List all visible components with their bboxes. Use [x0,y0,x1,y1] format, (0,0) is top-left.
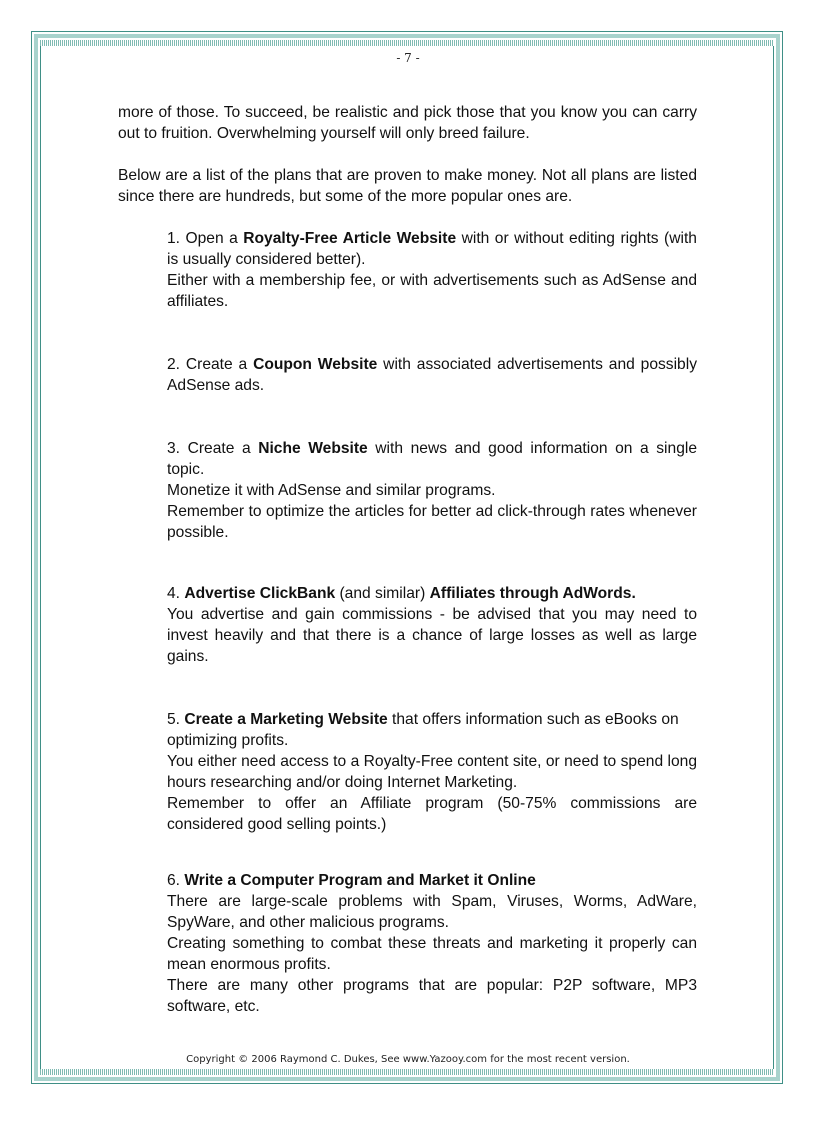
item-line: Monetize it with AdSense and similar programs. [167,482,496,499]
page-border-bottom-rule [40,1069,774,1075]
copyright-footer: Copyright © 2006 Raymond C. Dukes, See www.Yazooy.com for the most recent version. [186,1054,630,1065]
item-heading-bold: Royalty-Free Article Website [243,230,457,247]
item-line: Either with a membership fee, or with advertisements such as AdSense and affiliates. [167,272,697,310]
item-heading: 2. Create a Coupon Website with associated advertisements and possibly AdSense ads. [167,356,697,394]
item-heading-bold: Affiliates through AdWords. [429,585,636,602]
item-heading: 6. Write a Computer Program and Market it Online [167,872,536,889]
item-line: You either need access to a Royalty-Free content site, or need to spend long hours researching and/or doing Internet Marketing. [167,753,697,791]
item-line: There are large-scale problems with Spam, Viruses, Worms, AdWare, SpyWare, and other malicious programs. [167,893,697,931]
list-item [167,709,697,835]
intro-paragraph-1: more of those. To succeed, be realistic and pick those that you know you can carry out to fruition. Overwhelming yourself will only breed failure. [118,104,697,142]
item-line: Creating something to combat these threats and marketing it properly can mean enormous profits. [167,935,697,973]
list-item [167,354,697,396]
page-border-top-rule [40,40,774,46]
item-heading-bold: Advertise ClickBank [184,585,336,602]
page-number: - 7 - [396,51,420,65]
item-heading: 4. Advertise ClickBank (and similar) Affiliates through AdWords. [167,585,636,602]
plan-list [167,228,697,1017]
item-heading-bold: Niche Website [258,440,368,457]
item-line: You advertise and gain commissions - be advised that you may need to invest heavily and that there is a chance of large losses as well as large gains. [167,606,697,665]
item-heading-bold: Create a Marketing Website [184,711,388,728]
page-content [118,102,697,1017]
item-heading: 1. Open a Royalty-Free Article Website with or without editing rights (with is usually considered better). [167,230,697,268]
list-item [167,438,697,543]
item-heading: 3. Create a Niche Website with news and good information on a single topic. [167,440,697,478]
list-item [167,583,697,667]
list-item [167,228,697,312]
intro-paragraph-2: Below are a list of the plans that are proven to make money. Not all plans are listed since there are hundreds, but some of the more popular ones are. [118,167,697,205]
list-item [167,870,697,1017]
item-heading-bold: Coupon Website [253,356,378,373]
item-line: Remember to optimize the articles for better ad click-through rates whenever possible. [167,503,697,541]
item-line: Remember to offer an Affiliate program (50-75% commissions are considered good selling points.) [167,795,697,833]
item-line: There are many other programs that are popular: P2P software, MP3 software, etc. [167,977,697,1015]
item-heading-bold: Write a Computer Program and Market it Online [184,872,536,889]
item-heading: 5. Create a Marketing Website that offers information such as eBooks on optimizing profits. [167,711,679,749]
